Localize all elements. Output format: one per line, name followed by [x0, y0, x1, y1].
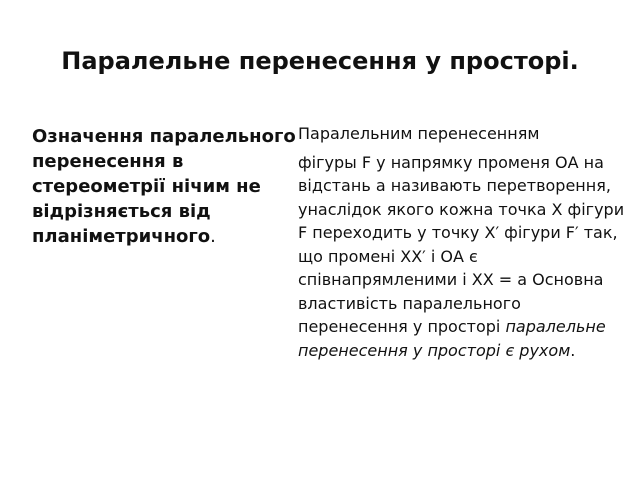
slide-title: Паралельне перенесення у просторі.	[61, 47, 579, 75]
explanation-text	[298, 122, 626, 362]
explanation-trailing-period: .	[570, 340, 576, 360]
definition-trailing-period: .	[210, 226, 216, 247]
explanation-first-line: Паралельним перенесенням	[298, 124, 540, 143]
explanation-italic-property: паралельне перенесення у просторі є рухом	[298, 317, 606, 360]
explanation-body: фігуры F у напрямку променя ОА на відстань а називають перетворення, унаслідок якого кожна точка X фігури F переходить у точку X′ фігури F′ так, що промені XX′ і ОА є співнапрямленими і XX = а Основна властивість паралельного перенесення у просторі	[298, 152, 625, 336]
definition-text	[32, 124, 304, 249]
definition-bold-text: Означення паралельного перенесення в стереометрії нічим не відрізняється від планіметричного	[32, 126, 296, 247]
